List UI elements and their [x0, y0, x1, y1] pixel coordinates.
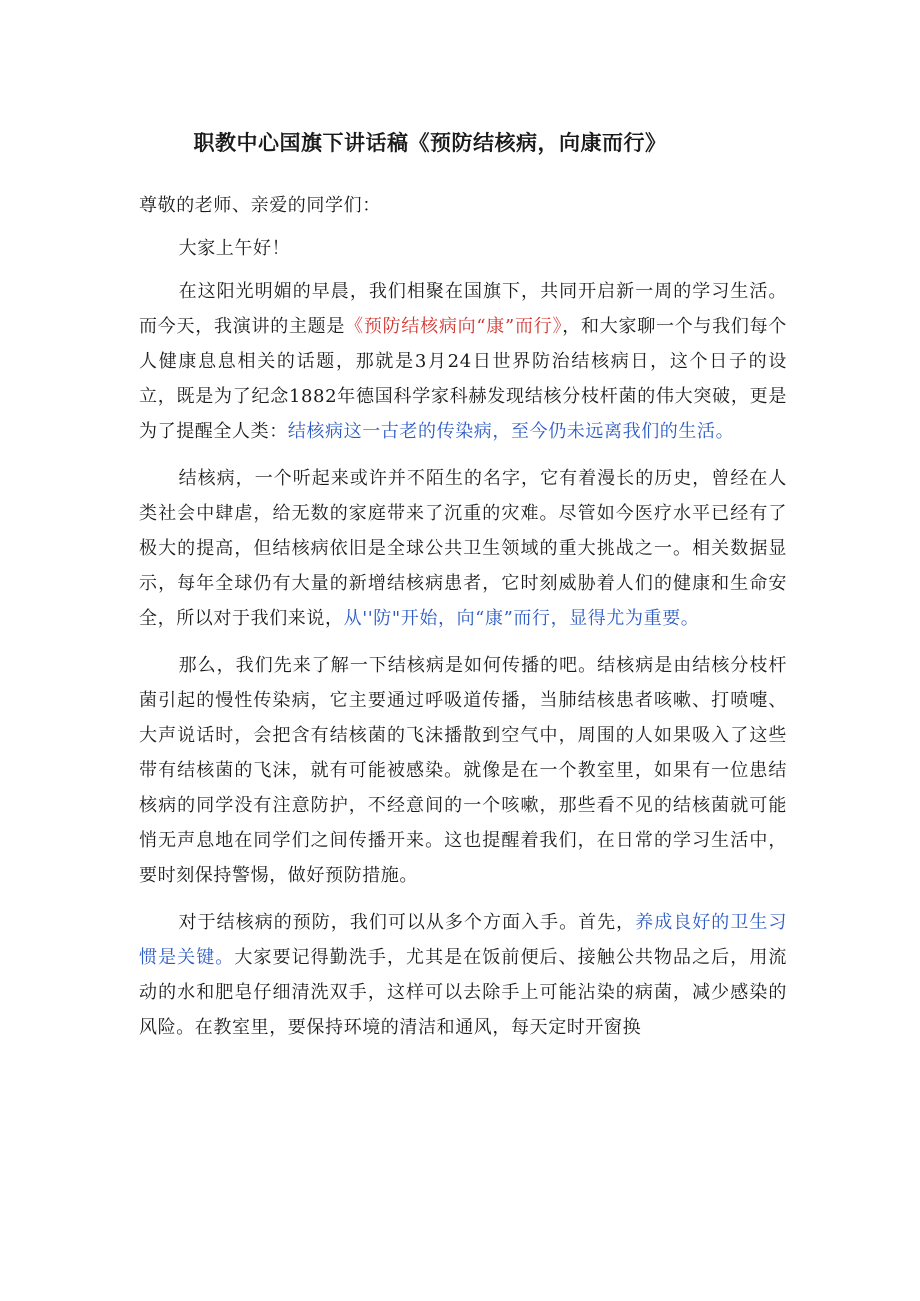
paragraph-1-text-b: ，和大家聊一个与我们每个人健康息息相关的话题，那就是3月24日世界防治结核病日，这个日子的设立，既是为了纪念1882年德国科学家科赫发现结核分枝杆菌的伟大突破，更是为了提醒全人类：	[139, 316, 787, 442]
paragraph-1	[139, 274, 787, 449]
paragraph-2	[139, 461, 787, 636]
paragraph-1-text-a: 在这阳光明媚的早晨，我们相聚在国旗下，共同开启新一周的学习生活。而今天，我演讲的主题是	[139, 281, 787, 337]
paragraph-2-text: 结核病，一个听起来或许并不陌生的名字，它有着漫长的历史，曾经在人类社会中肆虐，给无数的家庭带来了沉重的灾难。尽管如今医疗水平已经有了极大的提高，但结核病依旧是全球公共卫生领域的重大挑战之一。相关数据显示，每年全球仍有大量的新增结核病患者，它时刻威胁着人们的健康和生命安全，所以对于我们来说，	[139, 468, 787, 629]
document-body	[139, 188, 787, 1057]
document-title: 职教中心国旗下讲话稿《预防结核病，向康而行》	[193, 131, 667, 155]
paragraph-4-text-b: 大家要记得勤洗手，尤其是在饭前便后、接触公共物品之后，用流动的水和肥皂仔细清洗双手，这样可以去除手上可能沾染的病菌，减少感染的风险。在教室里，要保持环境的清洁和通风，每天定时开窗换	[139, 947, 788, 1038]
paragraph-4-highlight: 养成良好的卫生习惯是关键。	[139, 912, 787, 968]
paragraph-2-highlight: 从''防"开始，向“康”而行，显得尤为重要。	[343, 608, 700, 629]
opening-greeting: 大家上午好！	[178, 238, 291, 259]
paragraph-4	[139, 905, 787, 1045]
salutation: 尊敬的老师、亲爱的同学们：	[139, 195, 381, 216]
speech-topic-highlight: 《预防结核病向“康”而行》	[345, 316, 563, 337]
paragraph-4-text-a: 对于结核病的预防，我们可以从多个方面入手。首先，	[178, 912, 636, 933]
paragraph-1-highlight: 结核病这一古老的传染病，至今仍未远离我们的生活。	[287, 421, 735, 442]
paragraph-3: 那么，我们先来了解一下结核病是如何传播的吧。结核病是由结核分枝杆菌引起的慢性传染病，它主要通过呼吸道传播，当肺结核患者咳嗽、打喷嚏、大声说话时，会把含有结核菌的飞沫播散到空气中，周围的人如果吸入了这些带有结核菌的飞沫，就有可能被感染。就像是在一个教室里，如果有一位患结核病的同学没有注意防护，不经意间的一个咳嗽，那些看不见的结核菌就可能悄无声息地在同学们之间传播开来。这也提醒着我们，在日常的学习生活中，要时刻保持警惕，做好预防措施。	[139, 655, 787, 886]
